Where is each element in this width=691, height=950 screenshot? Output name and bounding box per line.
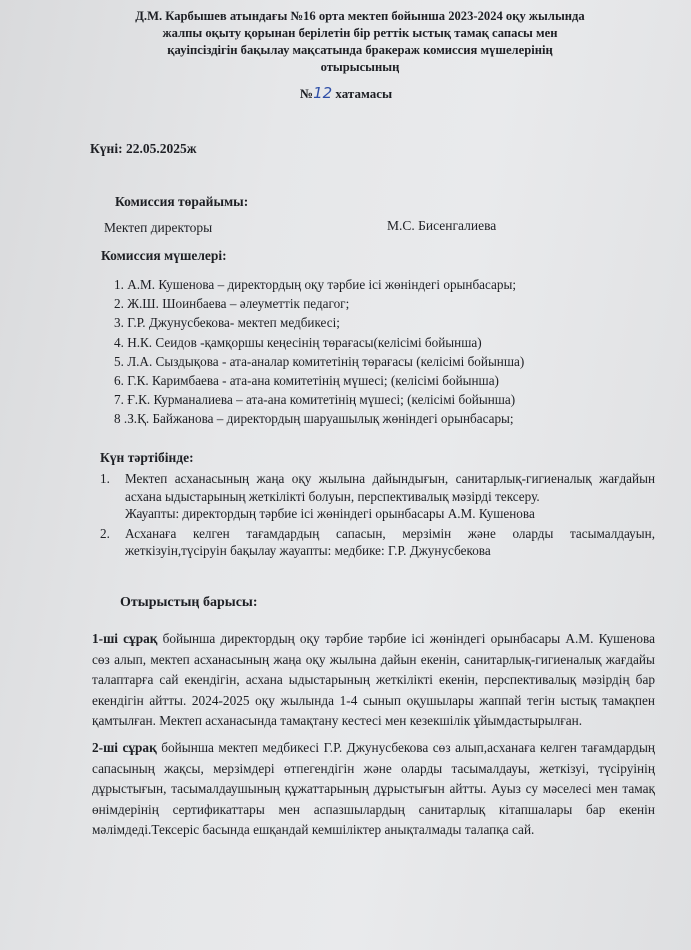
- question-2-text: бойынша мектеп медбикесі Г.Р. Джунусбекова сөз алып,асханаға келген тағамдардың сапасының жақсы, мерзімдері өтпегендігін және оларды тасымалдауы, жеткізуі, түсіруінің дұрыстығын, тасымалдаушының құжаттарының дұрыстығын айтты. Ауыз су мәселесі мен тамақ өнімдерінің сертификаттары мен аспазшылардың санитарлық кітапшалары бар екенін мәлімдеді.Тексеріс басында ешқандай кемшіліктер анықталмады талапқа сай.: [92, 740, 655, 838]
- list-item: 1. А.М. Кушенова – директордың оқу тәрбие ісі жөніндегі орынбасары;: [114, 277, 517, 292]
- question-1-label: 1-ші сұрақ: [92, 631, 158, 646]
- members-label: Комиссия мүшелері:: [101, 248, 227, 263]
- protocol-title: [300, 84, 392, 102]
- header-line-1: Д.М. Карбышев атындағы №16 орта мектеп бойынша 2023-2024 оқу жылында: [135, 9, 585, 23]
- agenda-item-text: Асханаға келген тағамдардың сапасын, мерзімін және оларды тасымалдауын, жеткізуін,түсіруін бақылау жауапты: медбике: Г.Р. Джунусбекова: [125, 525, 655, 558]
- list-item: 2. Ж.Ш. Шоинбаева – әлеуметтік педагог;: [114, 296, 350, 312]
- list-item: 8 .З.Қ. Байжанова – директордың шаруашылық жөніндегі орынбасары;: [114, 411, 514, 427]
- members-list: [114, 275, 524, 429]
- protocol-suffix: хатамасы: [335, 86, 393, 101]
- header-line-3: қауіпсіздігін бақылау мақсатында бракераж комиссия мүшелерінің: [167, 43, 553, 57]
- list-item: 6. Г.К. Каримбаева - ата-ана комитетінің мүшесі; (келісімі бойынша): [114, 373, 499, 389]
- question-1-text: бойынша директордың оқу тәрбие тәрбие ісі жөніндегі орынбасары А.М. Кушенова сөз алып, мектеп асханасының жаңа оқу жылына дайын екенін, санитарлық-гигиеналық жағдайы талаптарға сай екендігін, асхана ыдыстарының жеткілікті екенін, перспективалық мәзірдің бар екендігін айтты. 2024-2025 оқу жылында 1-4 сынып оқушылары жаппай тегін ыстық тамақпен қамтылған. Мектеп асханасында тамақтану кестесі мен кезекшілік ұйымдастырылған.: [92, 631, 656, 729]
- agenda-item-2: [100, 525, 655, 560]
- protocol-prefix: №: [300, 86, 314, 101]
- question-2-paragraph: [92, 738, 655, 841]
- question-2-label: 2-ші сұрақ: [92, 740, 157, 755]
- chair-label: Комиссия төрайымы:: [115, 194, 249, 209]
- meeting-date: Күні: 22.05.2025ж: [90, 141, 197, 156]
- agenda-list: [100, 470, 655, 560]
- list-item: 3. Г.Р. Джунусбекова- мектеп медбикесі;: [114, 315, 340, 331]
- agenda-item-number: 2.: [100, 525, 110, 541]
- header-line-4: отырысының: [320, 60, 400, 74]
- agenda-item-1: [100, 470, 655, 523]
- list-item: 5. Л.А. Сыздықова - ата-аналар комитетінің төрағасы (келісімі бойынша): [114, 353, 525, 369]
- protocol-number: 12: [313, 84, 333, 102]
- agenda-label: Күн тәртібінде:: [100, 450, 194, 465]
- proceedings-label: Отырыстың барысы:: [120, 595, 258, 610]
- list-item: 7. Ғ.К. Курманалиева – ата-ана комитетінің мүшесі; (келісімі бойынша): [114, 392, 516, 408]
- list-item: 4. Н.К. Сеидов -қамқоршы кеңесінің төрағасы(келісімі бойынша): [114, 334, 482, 350]
- agenda-item-number: 1.: [100, 471, 110, 486]
- document-header: [90, 8, 630, 76]
- agenda-item-text: Мектеп асханасының жаңа оқу жылына дайындығын, санитарлық-гигиеналық жағдайын асхана ыдыстарының жеткілікті болуын, перспективалық мәзірді тексеру.: [125, 471, 655, 504]
- question-1-paragraph: [92, 629, 655, 732]
- chair-name: М.С. Бисенгалиева: [387, 218, 497, 233]
- chair-position: Мектеп директоры: [104, 220, 213, 235]
- agenda-item-responsible: Жауапты: директордың тәрбие ісі жөніндегі орынбасары А.М. Кушенова: [125, 506, 535, 521]
- header-line-2: жалпы оқыту қорынан берілетін бір реттік ыстық тамақ сапасы мен: [162, 26, 558, 40]
